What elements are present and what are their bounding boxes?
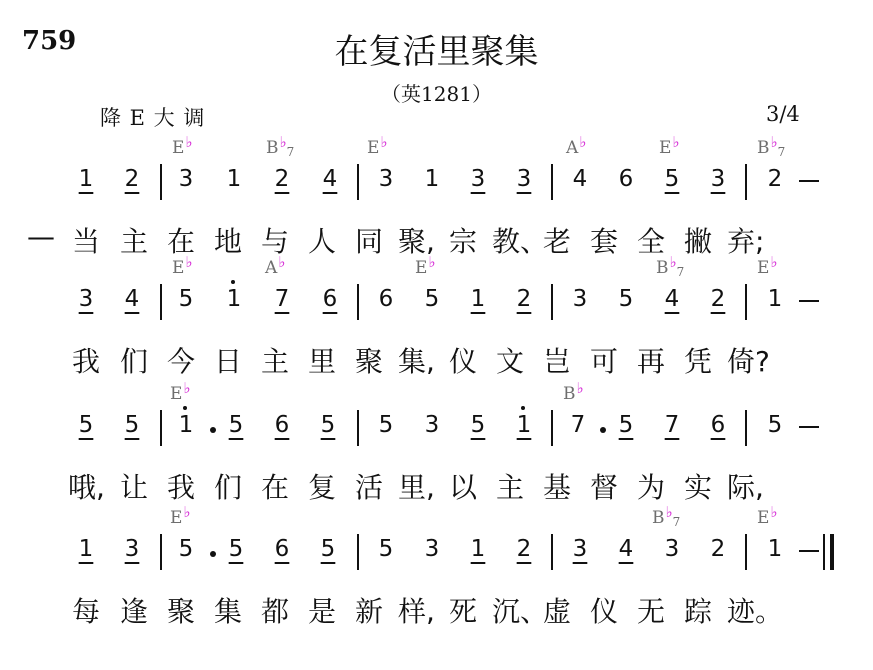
chord-symbol <box>172 253 193 278</box>
note: 4 <box>322 166 338 192</box>
note: 5 <box>618 412 634 438</box>
note: 5 <box>664 166 680 192</box>
note: 3 <box>572 286 588 312</box>
augmentation-dot <box>210 427 216 433</box>
barline <box>551 284 553 320</box>
augmentation-dot <box>600 427 606 433</box>
note: 5 <box>378 412 394 438</box>
barline <box>551 164 553 200</box>
lyric-char: 教、 <box>492 225 549 258</box>
barline <box>160 410 162 446</box>
time-signature: 3/4 <box>766 102 800 126</box>
lyric-char: 里 <box>307 345 336 378</box>
hold-dash <box>799 180 819 182</box>
flat-sign: ♭ <box>185 133 193 151</box>
note: 1 <box>509 412 539 438</box>
note: 3 <box>78 286 94 312</box>
lyric-char: 主 <box>495 471 524 504</box>
barline <box>160 164 162 200</box>
flat-sign: ♭ <box>183 379 191 397</box>
chord-root: E <box>367 138 380 158</box>
hold-dash <box>799 550 819 552</box>
note: 6 <box>274 412 290 438</box>
lyric-char: 哦, <box>68 471 105 504</box>
note: 3 <box>664 536 680 562</box>
note: 3 <box>424 412 440 438</box>
flat-sign: ♭ <box>185 253 193 271</box>
note: 4 <box>664 286 680 312</box>
chord-root: B <box>757 138 770 158</box>
hold-dash <box>799 300 819 302</box>
hymn-title: 在复活里聚集 <box>334 32 539 72</box>
chord-root: A <box>265 258 278 278</box>
note: 1 <box>171 412 201 438</box>
note: 4 <box>572 166 588 192</box>
lyric-char: 同 <box>354 225 383 258</box>
chord-symbol <box>652 503 681 529</box>
lyric-char: 我 <box>166 471 195 504</box>
lyric-char: 活 <box>354 471 383 504</box>
barline <box>745 284 747 320</box>
high-octave-dot <box>521 406 525 410</box>
chord-root: B <box>652 508 665 528</box>
barline <box>745 534 747 570</box>
lyric-char: 们 <box>119 345 148 378</box>
lyric-char: 虚 <box>542 595 571 628</box>
lyric-char: 都 <box>260 595 289 628</box>
note: 1 <box>470 286 486 312</box>
chord-extension: 7 <box>286 145 295 159</box>
note: 5 <box>470 412 486 438</box>
lyric-char: 聚 <box>354 345 383 378</box>
lyric-char: 宗 <box>448 225 477 258</box>
flat-sign: ♭ <box>278 253 286 271</box>
lyric-char: 迹。 <box>727 595 784 628</box>
note: 5 <box>124 412 140 438</box>
lyric-char: 复 <box>307 471 336 504</box>
final-barline-thick <box>830 534 834 570</box>
note: 2 <box>516 286 532 312</box>
note: 3 <box>470 166 486 192</box>
lyric-char: 再 <box>636 345 665 378</box>
note: 1 <box>767 286 783 312</box>
lyric-char: 们 <box>213 471 242 504</box>
barline <box>357 284 359 320</box>
chord-root: E <box>659 138 672 158</box>
lyric-char: 主 <box>119 225 148 258</box>
note: 5 <box>320 536 336 562</box>
lyric-char: 死 <box>448 595 477 628</box>
chord-extension: 7 <box>777 145 786 159</box>
lyric-char: 让 <box>119 471 148 504</box>
high-octave-dot <box>183 406 187 410</box>
chord-root: E <box>172 258 185 278</box>
chord-root: B <box>266 138 279 158</box>
note: 1 <box>767 536 783 562</box>
lyric-char: 基 <box>542 471 571 504</box>
chord-symbol <box>659 133 680 158</box>
note: 5 <box>228 412 244 438</box>
note: 2 <box>710 286 726 312</box>
chord-symbol <box>367 133 388 158</box>
lyric-char: 仪 <box>448 345 477 378</box>
lyric-char: 聚, <box>398 225 435 258</box>
chord-symbol <box>170 379 191 404</box>
lyric-char: 凭 <box>683 345 712 378</box>
note: 5 <box>78 412 94 438</box>
note: 2 <box>274 166 290 192</box>
note: 6 <box>378 286 394 312</box>
barline <box>745 164 747 200</box>
lyric-char: 当 <box>71 225 100 258</box>
note: 3 <box>378 166 394 192</box>
note: 6 <box>274 536 290 562</box>
chord-symbol <box>266 133 295 159</box>
barline <box>357 410 359 446</box>
flat-sign: ♭ <box>428 253 436 271</box>
note: 5 <box>178 286 194 312</box>
note: 5 <box>767 412 783 438</box>
chord-symbol <box>757 253 778 278</box>
lyric-char: 人 <box>307 225 336 258</box>
note: 7 <box>570 412 586 438</box>
note: 6 <box>322 286 338 312</box>
lyric-char: — <box>27 220 55 253</box>
lyric-char: 以 <box>448 471 477 504</box>
lyric-char: 新 <box>354 595 383 628</box>
hymn-subtitle: （英1281） <box>381 82 492 106</box>
note: 1 <box>78 166 94 192</box>
lyric-char: 际, <box>727 471 764 504</box>
lyric-char: 里, <box>398 471 435 504</box>
chord-root: E <box>170 384 183 404</box>
augmentation-dot <box>210 551 216 557</box>
lyric-char: 督 <box>589 471 618 504</box>
flat-sign: ♭ <box>669 253 677 271</box>
lyric-char: 老 <box>542 225 571 258</box>
chord-root: E <box>415 258 428 278</box>
lyric-char: 弃; <box>727 225 765 258</box>
chord-root: E <box>757 258 770 278</box>
lyric-char: 日 <box>213 345 242 378</box>
flat-sign: ♭ <box>183 503 191 521</box>
note: 3 <box>516 166 532 192</box>
lyric-char: 每 <box>71 595 100 628</box>
chord-root: B <box>563 384 576 404</box>
flat-sign: ♭ <box>665 503 673 521</box>
note: 1 <box>219 286 249 312</box>
chord-root: E <box>757 508 770 528</box>
lyric-char: 是 <box>307 595 336 628</box>
note: 2 <box>710 536 726 562</box>
lyric-char: 集, <box>398 345 435 378</box>
lyric-char: 套 <box>589 225 618 258</box>
note: 5 <box>424 286 440 312</box>
chord-root: E <box>170 508 183 528</box>
note: 6 <box>710 412 726 438</box>
barline <box>160 534 162 570</box>
note: 7 <box>664 412 680 438</box>
note: 5 <box>320 412 336 438</box>
chord-symbol <box>656 253 685 279</box>
note: 2 <box>516 536 532 562</box>
chord-symbol <box>566 133 587 158</box>
flat-sign: ♭ <box>279 133 287 151</box>
note: 1 <box>424 166 440 192</box>
note: 2 <box>124 166 140 192</box>
lyric-char: 岂 <box>542 345 571 378</box>
flat-sign: ♭ <box>576 379 584 397</box>
lyric-char: 沉、 <box>492 595 549 628</box>
lyric-char: 集 <box>213 595 242 628</box>
flat-sign: ♭ <box>380 133 388 151</box>
lyric-char: 实 <box>683 471 712 504</box>
chord-root: E <box>172 138 185 158</box>
final-barline-thin <box>823 534 825 570</box>
barline <box>357 534 359 570</box>
chord-symbol <box>563 379 584 404</box>
note: 5 <box>618 286 634 312</box>
chord-symbol <box>170 503 191 528</box>
chord-symbol <box>757 133 786 159</box>
note: 4 <box>618 536 634 562</box>
hymn-number: 759 <box>22 26 77 56</box>
key-signature: 降 E 大 调 <box>100 106 206 130</box>
lyric-char: 在 <box>260 471 289 504</box>
lyric-char: 逢 <box>119 595 148 628</box>
note: 7 <box>274 286 290 312</box>
high-octave-dot <box>231 280 235 284</box>
lyric-char: 为 <box>636 471 665 504</box>
chord-symbol <box>172 133 193 158</box>
note: 4 <box>124 286 140 312</box>
hold-dash <box>799 426 819 428</box>
barline <box>551 534 553 570</box>
lyric-char: 主 <box>260 345 289 378</box>
barline <box>745 410 747 446</box>
lyric-char: 全 <box>636 225 665 258</box>
chord-extension: 7 <box>672 515 681 529</box>
chord-symbol <box>415 253 436 278</box>
note: 3 <box>710 166 726 192</box>
lyric-char: 文 <box>495 345 524 378</box>
note: 1 <box>78 536 94 562</box>
flat-sign: ♭ <box>672 133 680 151</box>
chord-root: B <box>656 258 669 278</box>
lyric-char: 踪 <box>683 595 712 628</box>
note: 3 <box>572 536 588 562</box>
lyric-char: 今 <box>166 345 195 378</box>
lyric-char: 地 <box>213 225 242 258</box>
note: 1 <box>226 166 242 192</box>
flat-sign: ♭ <box>770 133 778 151</box>
lyric-char: 仪 <box>589 595 618 628</box>
note: 5 <box>378 536 394 562</box>
barline <box>160 284 162 320</box>
note: 5 <box>178 536 194 562</box>
note: 1 <box>470 536 486 562</box>
lyric-char: 我 <box>71 345 100 378</box>
lyric-char: 在 <box>166 225 195 258</box>
chord-symbol <box>757 503 778 528</box>
note: 2 <box>767 166 783 192</box>
lyric-char: 与 <box>260 225 289 258</box>
note: 5 <box>228 536 244 562</box>
barline <box>551 410 553 446</box>
lyric-char: 撇 <box>683 225 712 258</box>
flat-sign: ♭ <box>770 253 778 271</box>
note: 3 <box>424 536 440 562</box>
flat-sign: ♭ <box>579 133 587 151</box>
chord-extension: 7 <box>676 265 685 279</box>
note: 6 <box>618 166 634 192</box>
lyric-char: 倚? <box>727 345 770 378</box>
flat-sign: ♭ <box>770 503 778 521</box>
lyric-char: 聚 <box>166 595 195 628</box>
note: 3 <box>178 166 194 192</box>
lyric-char: 可 <box>589 345 618 378</box>
lyric-char: 样, <box>398 595 435 628</box>
lyric-char: 无 <box>636 595 665 628</box>
barline <box>357 164 359 200</box>
chord-symbol <box>265 253 286 278</box>
chord-root: A <box>566 138 579 158</box>
note: 3 <box>124 536 140 562</box>
